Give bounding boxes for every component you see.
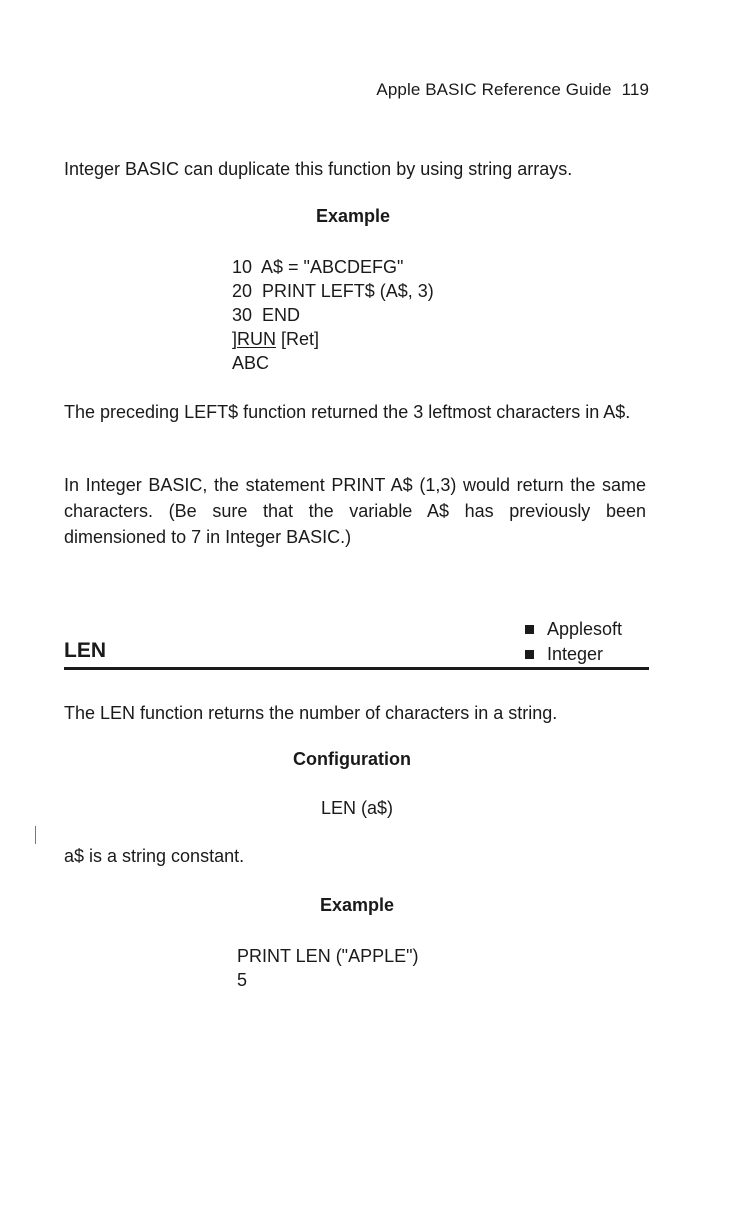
len-example-code-block: [237, 944, 419, 992]
square-bullet-icon: [525, 625, 534, 634]
tag-applesoft: [525, 617, 622, 642]
code-line: PRINT LEN ("APPLE"): [237, 946, 419, 966]
code-output: ABC: [232, 353, 270, 373]
margin-mark: [35, 826, 36, 844]
code-output: 5: [237, 970, 248, 990]
run-key: [Ret]: [276, 329, 320, 349]
code-line: 20 PRINT LEFT$ (A$, 3): [232, 281, 434, 301]
code-line: 10 A$ = "ABCDEFG": [232, 257, 404, 277]
integer-basic-paragraph: In Integer BASIC, the statement PRINT A$ (1,3) would return the same characters. (Be sure that the variable A$ has previously been dimensioned to 7 in Integer BASIC.): [64, 475, 646, 547]
running-header: [376, 80, 649, 100]
section-divider: [64, 667, 649, 670]
left-result-paragraph: The preceding LEFT$ function returned the 3 leftmost characters in A$.: [64, 402, 631, 422]
parameter-note: a$ is a string constant.: [64, 846, 245, 866]
intro-paragraph: Integer BASIC can duplicate this function by using string arrays.: [64, 159, 573, 179]
tag-label: Applesoft: [547, 619, 623, 639]
example-heading-len: Example: [320, 895, 395, 915]
section-title-len: LEN: [64, 639, 106, 662]
run-keyword: RUN: [237, 329, 277, 349]
run-command-line: [232, 327, 434, 351]
page-number: 119: [621, 80, 649, 99]
configuration-syntax: LEN (a$): [321, 798, 394, 818]
example-heading: Example: [316, 206, 391, 226]
configuration-heading: Configuration: [293, 749, 411, 769]
example-code-block: [232, 255, 434, 375]
dialect-tags: [525, 617, 622, 667]
header-title: Apple BASIC Reference Guide: [376, 80, 612, 99]
square-bullet-icon: [525, 650, 534, 659]
code-line: 30 END: [232, 305, 301, 325]
tag-label: Integer: [547, 644, 604, 664]
run-prompt: ]: [232, 329, 238, 349]
tag-integer: [525, 642, 622, 667]
len-description: The LEN function returns the number of characters in a string.: [64, 703, 558, 723]
